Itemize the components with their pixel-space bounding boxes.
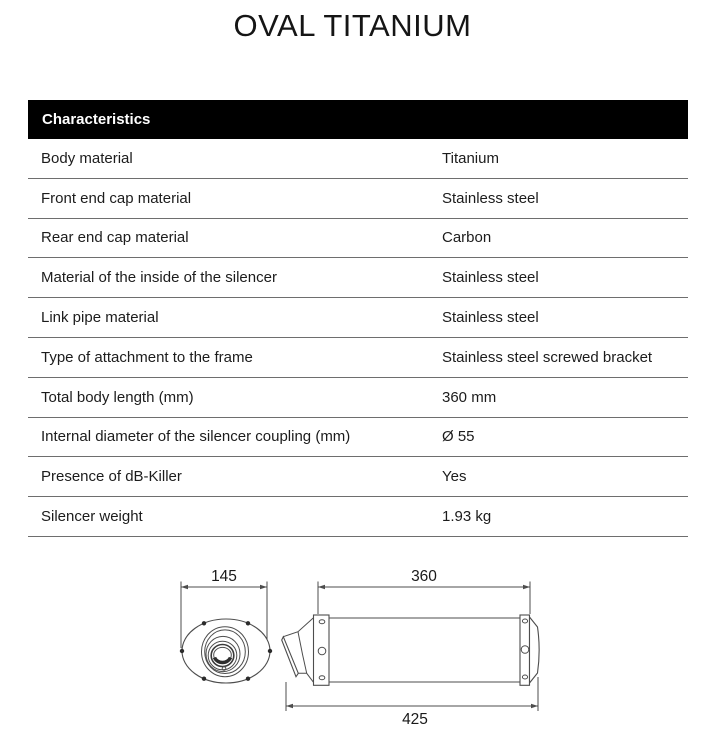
table-row xyxy=(28,298,688,338)
row-value: Stainless steel xyxy=(442,189,539,207)
row-value: 1.93 kg xyxy=(442,508,492,526)
silencer-front-view xyxy=(180,619,272,683)
row-value: Yes xyxy=(442,468,467,486)
row-label: Link pipe material xyxy=(41,309,159,327)
front-end-cap-band xyxy=(314,615,330,685)
table-row xyxy=(28,139,688,179)
page-title: OVAL TITANIUM xyxy=(233,8,472,43)
row-value: Stainless steel xyxy=(442,309,539,327)
table-row xyxy=(28,418,688,458)
row-value: Carbon xyxy=(442,229,492,247)
row-label: Presence of dB-Killer xyxy=(41,468,182,486)
row-label: Internal diameter of the silencer coupling (mm) xyxy=(41,428,351,446)
row-label: Material of the inside of the silencer xyxy=(41,269,277,287)
rear-end-cap-band xyxy=(520,615,530,685)
table-row xyxy=(28,179,688,219)
row-value: Stainless steel screwed bracket xyxy=(442,348,653,366)
inlet-pipe xyxy=(282,618,314,683)
silencer-technical-drawing xyxy=(0,551,705,741)
table-row xyxy=(28,219,688,259)
row-label: Type of attachment to the frame xyxy=(41,348,253,366)
row-value: Stainless steel xyxy=(442,269,539,287)
row-label: Body material xyxy=(41,149,133,167)
row-label: Total body length (mm) xyxy=(41,388,194,406)
table-row xyxy=(28,497,688,537)
row-value: Ø 55 xyxy=(442,428,475,446)
rear-cone xyxy=(530,617,540,683)
table-row xyxy=(28,457,688,497)
dimension-360 xyxy=(318,568,530,614)
row-label: Silencer weight xyxy=(41,508,143,526)
table-header xyxy=(28,100,688,139)
dimension-425-label: 425 xyxy=(402,711,428,728)
table-row xyxy=(28,378,688,418)
dimension-360-label: 360 xyxy=(411,568,437,585)
table-row xyxy=(28,258,688,298)
row-label: Rear end cap material xyxy=(41,229,189,247)
table-row xyxy=(28,338,688,378)
row-label: Front end cap material xyxy=(41,189,192,207)
row-value: 360 mm xyxy=(442,388,497,406)
characteristics-table xyxy=(28,100,688,537)
dimension-145-label: 145 xyxy=(211,568,237,585)
silencer-side-view xyxy=(282,615,539,685)
table-header-label: Characteristics xyxy=(42,111,151,128)
row-value: Titanium xyxy=(442,149,499,167)
